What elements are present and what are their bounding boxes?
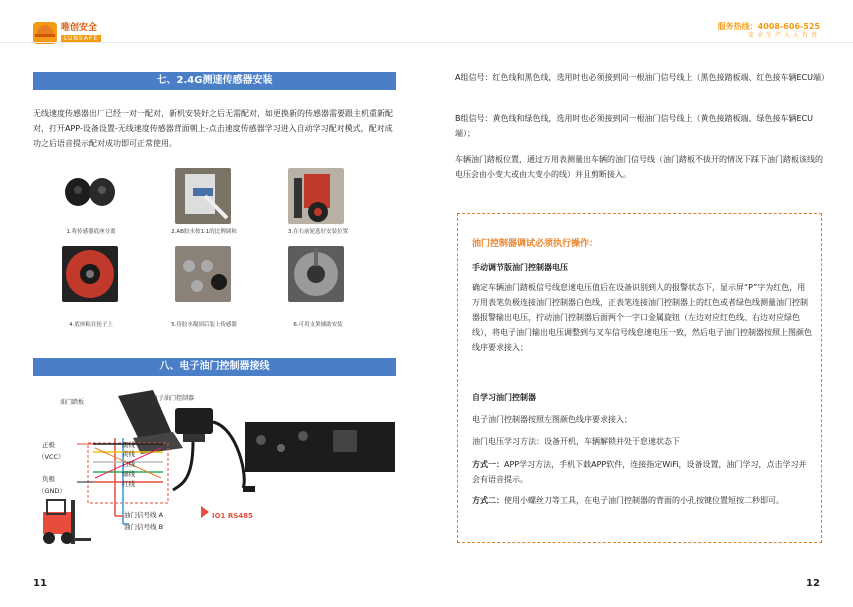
controller-box [175,408,213,442]
forklift-graphic [43,500,91,544]
tip-heading-manual: 手动调节版油门控制器电压 [472,263,568,272]
wire-red: 红线 [122,480,135,488]
photo-ab-glue [175,168,231,224]
brand-logo [33,22,101,44]
tip-heading-selflearn: 自学习油门控制器 [472,393,536,402]
helmet-icon [33,22,57,44]
vcc-label: （VCC） [38,453,65,461]
brand-name: 唯创安全 [61,22,98,33]
signal-b-label: 油门信号线 B [124,523,164,531]
section-7-text: 无线速度传感器出厂已经一对一配对，新机安装好之后无需配对，如更换新的传感器需要跟主机重新配对，打开APP-设备设置-无线速度传感器背面朝上-点击速度传感器学习进入自动学习配对模式，配对成功之后语音提示配对成功即可正常使用。 [33,109,393,148]
positive-label: 正极 [42,441,55,449]
header-divider [0,42,853,43]
slogan: 安全生产人人有责 [747,31,820,39]
photo-sensor-base [62,168,118,224]
page-number-left: 11 [33,578,47,589]
hotline-block [718,22,820,39]
page-number-right: 12 [806,578,820,589]
controller-label: 电子油门控制器 [152,395,195,402]
paragraph-pedal-position: 车辆油门踏板位置，通过万用表测量出车辆的油门信号线（油门踏板不拔开的情况下踩下油门踏板该线的电压会由小变大或由大变小的线）并且剪断接入。 [455,155,823,179]
caption-6: 6.可用支架辅助安装 [293,322,343,328]
photo-sensor-mounted [175,246,231,302]
io-rs485-label: IO1 RS485 [212,512,253,520]
hotline: 服务热线：4008-606-525 [717,22,820,31]
tip-learn-method: 油门电压学习方法：设备开机，车辆解锁并处于怠速状态下 [472,437,680,446]
wiring-diagram [33,388,398,568]
wire-black: 黑线 [122,441,135,449]
gnd-label: （GND） [38,487,66,495]
method-two-text: 使用小螺丝刀等工具，在电子油门控制器的背面的小孔按键位置短按二秒即可。 [504,496,784,505]
caption-2: 2.AB胶水按1:1的比例调和 [171,229,237,235]
caption-1: 1.将传感器底座分离 [66,229,116,235]
tip-selflearn-text: 电子油门控制器按照左图颜色线序要求接入； [472,415,632,424]
caption-4: 4.底座粘在轮子上 [69,322,113,328]
section-7-banner: 七、2.4G测速传感器安装 [33,72,396,90]
paragraph-b-group: B组信号：黄色线和绿色线，选用时也必须接到同一根油门信号线上（黄色接踏板端、绿色接车辆ECU端）； [455,114,813,138]
photo-right-front-wheel [288,168,344,224]
section-8-banner: 八、电子油门控制器接线 [33,358,396,376]
caption-5: 5.待胶水凝固后装上传感器 [171,322,237,328]
negative-label: 负极 [42,475,55,483]
method-one-text: APP学习方法，手机下载APP软件，连接指定WiFi，设备设置，油门学习，点击学习并会有语音提示。 [472,460,807,484]
tip-method-one [472,457,812,487]
photo-base-on-wheel [62,246,118,302]
wire-yellow: 黄线 [122,450,135,458]
device-panel [243,422,395,492]
tip-title: 油门控制器调试必须执行操作： [472,239,599,249]
brand-english: LUNSAFE [61,35,101,43]
method-one-label: 方式一： [472,460,504,469]
signal-a-label: 油门信号线 A [124,511,164,519]
pedal-label: 油门踏板 [60,399,85,406]
tip-manual-text: 确定车辆油门踏板信号线怠速电压值后在设备识别到人的报警状态下，显示屏“P”字为红色，用万用表笔负极连接油门控制器白色线，正表笔连接油门控制器上的红色或者绿色线测量油门控制器报警输出电压，拧动油门控制器后面两个一字口金属旋钮（左边对应红色线、右边对应绿色线），将电子油门输出电压调整到与叉车信号线怠速电压一致，然后电子油门控制器按照上图颜色线序要求接入； [472,283,812,352]
wire-green: 绿线 [122,470,135,478]
method-two-label: 方式二： [472,496,504,505]
tip-method-two [472,493,812,508]
paragraph-a-group: A组信号：红色线和黑色线，选用时也必须接到同一根油门信号线上（黑色接踏板端、红色接车辆ECU端） [455,73,829,82]
photo-bracket-mount [288,246,344,302]
wire-white: 白线 [122,460,135,468]
caption-3: 3.在右前轮选好安装位置 [287,229,349,235]
